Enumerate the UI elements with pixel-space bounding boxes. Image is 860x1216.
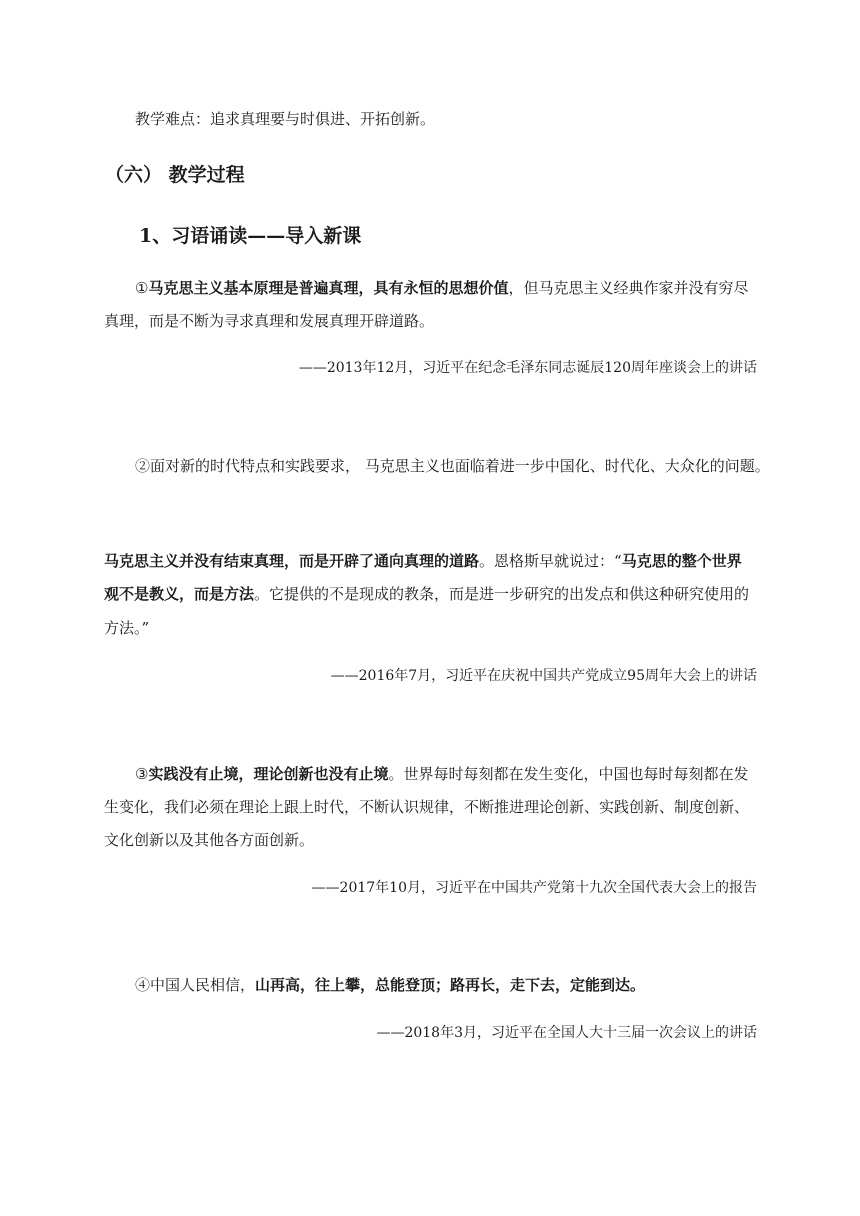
quote2-p2-line1 (104, 551, 742, 571)
quote3-line1 (135, 764, 748, 784)
quote3-line3: 文化创新以及其他各方面创新。 (104, 831, 315, 849)
quote1-line1 (135, 278, 748, 298)
quote2-rest1: 。恩格斯早就说过：“ (479, 552, 622, 570)
quote1-rest: ，但马克思主义经典作家并没有穷尽 (508, 279, 749, 297)
section-title: （六） 教学过程 (105, 164, 245, 186)
quote3-source: ——2017年10月，习近平在中国共产党第十九次全国代表大会上的报告 (311, 880, 757, 896)
quote3-line2: 生变化，我们必须在理论上跟上时代，不断认识规律，不断推进理论创新、实践创新、制度创新、 (104, 798, 750, 816)
quote2-line2-bold: 观不是教义，而是方法 (104, 585, 255, 603)
quote3-rest: 。世界每时每刻都在发生变化，中国也每时每刻都在发 (388, 765, 749, 783)
quote2-bold1: 马克思主义并没有结束真理，而是开辟了通向真理的道路 (104, 552, 480, 570)
quote3-marker: ③ (135, 765, 149, 783)
quote2-line2-rest: 。它提供的不是现成的教条，而是进一步研究的出发点和供这种研究使用的 (254, 585, 750, 603)
teaching-difficulty: 教学难点：追求真理要与时俱进、开拓创新。 (135, 110, 436, 128)
quote4-line1 (135, 975, 645, 995)
quote1-source: ——2013年12月，习近平在纪念毛泽东同志诞辰120周年座谈会上的讲话 (298, 360, 757, 376)
quote3-bold: 实践没有止境，理论创新也没有止境 (148, 765, 389, 783)
quote2-line1: ②面对新的时代特点和实践要求， 马克思主义也面临着进一步中国化、时代化、大众化的问题。 (135, 457, 770, 475)
quote4-bold: 山再高，往上攀，总能登顶；路再长，走下去，定能到达。 (255, 976, 646, 994)
quote2-p2-line2 (104, 584, 749, 604)
quote4-source: ——2018年3月，习近平在全国人大十三届一次会议上的讲话 (376, 1025, 757, 1041)
quote2-p2-line3: 方法。” (104, 619, 150, 637)
subsection-title: 1、习语诵读——导入新课 (139, 225, 362, 247)
quote2-bold2: 马克思的整个世界 (621, 552, 742, 570)
quote2-source: ——2016年7月，习近平在庆祝中国共产党成立95周年大会上的讲话 (330, 668, 757, 684)
quote1-line2: 真理，而是不断为寻求真理和发展真理开辟道路。 (104, 312, 435, 330)
quote1-marker: ① (135, 279, 149, 297)
quote4-lead: ④中国人民相信， (135, 976, 256, 994)
quote1-bold: 马克思主义基本原理是普遍真理，具有永恒的思想价值 (148, 279, 509, 297)
